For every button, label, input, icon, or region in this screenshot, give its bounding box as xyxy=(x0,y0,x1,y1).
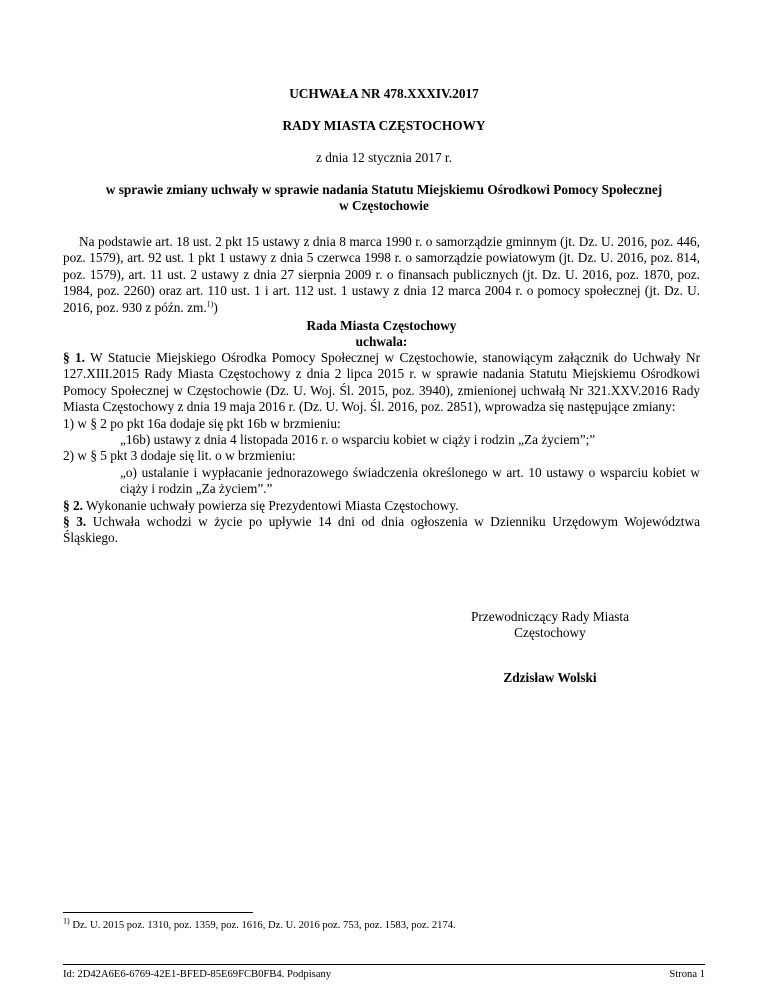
paragraph-2-label: § 2. xyxy=(63,497,83,513)
signatory-role-line-1: Przewodniczący Rady Miasta xyxy=(470,609,630,624)
resolves-label: uchwala: xyxy=(355,334,408,350)
amendment-item-1: 1) w § 2 po pkt 16a dodaje się pkt 16b w brzmieniu: xyxy=(63,415,341,431)
footnote-text: Dz. U. 2015 poz. 1310, poz. 1359, poz. 1616, Dz. U. 2016 poz. 753, poz. 1583, poz. 2174. xyxy=(72,920,456,931)
paragraph-1-label: § 1. xyxy=(63,350,86,365)
page-number: Strona 1 xyxy=(669,969,705,980)
paragraph-3 xyxy=(63,514,700,547)
amendment-item-2-quote: „o) ustalanie i wypłacanie jednorazowego świadczenia określonego w art. 10 ustawy o wsparciu kobiet w ciąży i rodzin „Za życiem”.” xyxy=(120,464,700,497)
document-id: Id: 2D42A6E6-6769-42E1-BFED-85E69FCB0FB4. Podpisany xyxy=(63,969,332,980)
amendment-item-2: 2) w § 5 pkt 3 dodaje się lit. o w brzmieniu: xyxy=(63,448,296,464)
subject-line-2: w Częstochowie xyxy=(339,198,429,214)
paragraph-1 xyxy=(63,350,700,416)
resolution-number: UCHWAŁA NR 478.XXXIV.2017 xyxy=(289,86,479,101)
preamble-closing: ) xyxy=(213,299,218,315)
footnote-marker: 1) xyxy=(63,916,70,926)
signatory-role-line-2: Częstochowy xyxy=(514,625,586,641)
footnote xyxy=(63,916,700,932)
paragraph-1-text: W Statucie Miejskiego Ośrodka Pomocy Społecznej w Częstochowie, stanowiącym załącznik do Uchwały Nr 127.XIII.2015 Rady Miasta Częstochowy z dnia 2 lipca 2015 r. w sprawie nadania Statutu Miejskiemu Ośrodkowi Pomocy Społecznej w Częstochowie (Dz. U. Woj. Śl. 2015, poz. 3940), zmienionej uchwałą Nr 321.XXV.2016 Rady Miasta Częstochowy z dnia 19 maja 2016 r. (Dz. U. Woj. Śl. 2016, poz. 2851), wprowadza się następujące zmiany: xyxy=(63,350,700,415)
paragraph-2 xyxy=(63,498,700,514)
council-name: Rada Miasta Częstochowy xyxy=(306,318,457,333)
resolution-date: z dnia 12 stycznia 2017 r. xyxy=(316,150,452,165)
footer-separator xyxy=(63,964,705,965)
signatory-role xyxy=(430,609,670,642)
resolution-subject xyxy=(80,182,688,215)
footnote-reference[interactable]: 1) xyxy=(206,299,214,309)
issuing-body: RADY MIASTA CZĘSTOCHOWY xyxy=(282,118,486,133)
paragraph-2-text: Wykonanie uchwały powierza się Prezydentowi Miasta Częstochowy. xyxy=(86,497,459,513)
resolution-body xyxy=(63,350,700,547)
signatory-name: Zdzisław Wolski xyxy=(503,670,597,685)
footnote-separator xyxy=(63,912,253,913)
subject-line-1: w sprawie zmiany uchwały w sprawie nadania Statutu Miejskiemu Ośrodkowi Pomocy Społecznej xyxy=(105,182,663,197)
council-resolves-heading xyxy=(63,318,700,351)
preamble-text: Na podstawie art. 18 ust. 2 pkt 15 ustawy z dnia 8 marca 1990 r. o samorządzie gminnym (jt. Dz. U. 2016, poz. 446, poz. 1579), art. 92 ust. 1 pkt 1 ustawy z dnia 5 czerwca 1998 r. o samorządzie powiatowym (jt. Dz. U. 2016, poz. 814, poz. 1579), art. 11 ust. 2 ustawy z dnia 27 sierpnia 2009 r. o finansach publicznych (jt. Dz. U. 2016, poz. 1870, poz. 1984, poz. 2260) oraz art. 110 ust. 1 i art. 112 ust. 1 ustawy z dnia 12 marca 2004 r. o pomocy społecznej (jt. Dz. U. 2016, poz. 930 z późn. zm. xyxy=(63,234,700,315)
paragraph-3-label: § 3. xyxy=(63,514,87,530)
legal-basis-preamble xyxy=(63,234,700,316)
paragraph-3-text: Uchwała wchodzi w życie po upływie 14 dni od dnia ogłoszenia w Dzienniku Urzędowym Województwa Śląskiego. xyxy=(63,514,700,546)
amendment-item-1-quote: „16b) ustawy z dnia 4 listopada 2016 r. o wsparciu kobiet w ciąży i rodzin „Za życiem”;” xyxy=(120,432,596,448)
